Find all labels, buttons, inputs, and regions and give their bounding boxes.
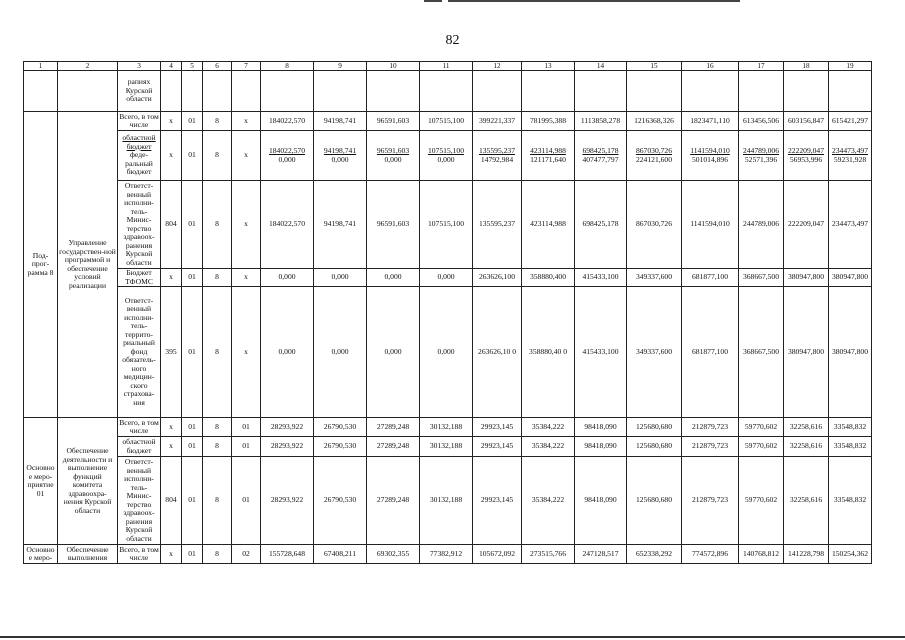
cell-c6: 8 [203,269,232,287]
value-cell: 184022,570 [261,112,314,131]
value-cell: 28293,922 [261,437,314,457]
cell-c4: 395 [161,287,182,418]
value-cell: 603156,847 [784,112,829,131]
federal-value: 224121,600 [635,154,673,164]
cell-c7: х [232,112,261,131]
table-row [24,287,872,418]
cell-c6: 8 [203,112,232,131]
cell-c4: х [161,131,182,181]
table-row [24,437,872,457]
cell-c3: Ответст-венный исполни-тель- Минис-терство здравоох-ранения Курской области [118,181,161,269]
value-cell: 125680,680 [627,457,682,545]
federal-value: 0,000 [331,154,349,164]
federal-value: 56953,996 [789,154,823,164]
cell-c3: Всего, в том числе [119,417,159,436]
federal-value: 121171,640 [530,154,566,164]
value-cell: 107515,100 [420,112,473,131]
value-cell: 29923,145 [473,418,522,437]
value-cell: 0,000 [314,287,367,418]
cell-c7: х [232,181,261,269]
federal-value: 52571,396 [744,154,778,164]
value-cell: 125680,680 [627,437,682,457]
header-cell: 2 [58,62,118,71]
value-cell: 141228,798 [784,545,829,564]
cell-c3: Ответст-венный исполни-тель- Минис-терство здравоох-ранения Курской области [118,457,161,545]
federal-value: 0,000 [437,154,455,164]
value-cell: 263626,100 [473,269,522,287]
cell-program-name: Управление государствен-ной программой и обеспечение условий реализации [58,112,118,418]
cell-c6: 8 [203,545,232,564]
value-cell: 26790,530 [314,437,367,457]
cell-c7: 02 [232,545,261,564]
value-cell: 349337,600 [627,287,682,418]
value-cell: 77382,912 [420,545,473,564]
source-label: областной бюджет [122,133,156,151]
federal-value: 0,000 [384,154,402,164]
cell-c6: 8 [203,418,232,437]
value-cell: 212879,723 [682,437,739,457]
cell-c7: х [232,131,261,181]
value-cell: 27289,248 [367,437,420,457]
value-cell: 125680,680 [627,418,682,437]
value-cell [739,131,784,181]
cell-c3: Всего, в том числе [119,544,159,563]
table-row [24,269,872,287]
value-cell: 273515,766 [522,545,575,564]
cell-c7: 01 [232,457,261,545]
value-cell: 349337,600 [627,269,682,287]
cell-c3: областной бюджет [118,437,161,457]
value-cell: 867030,726 [627,181,682,269]
regional-value: 184022,570 [268,146,306,156]
value-cell: 94198,741 [314,181,367,269]
value-cell: 222209,047 [784,181,829,269]
value-cell: 59770,602 [739,437,784,457]
cell-c4: х [161,269,182,287]
regional-value: 698425,178 [582,146,619,156]
value-cell: 67408,211 [314,545,367,564]
cell-c5: 01 [182,181,203,269]
value-cell: 27289,248 [367,457,420,545]
value-cell: 30132,188 [420,457,473,545]
value-cell: 380947,800 [829,269,872,287]
regional-value: 135595,237 [478,146,516,156]
value-cell: 33548,832 [829,437,872,457]
value-cell [261,131,314,181]
value-cell [829,131,872,181]
cell-c7: х [232,269,261,287]
value-cell [575,131,627,181]
federal-value: 14792,984 [480,154,514,164]
header-cell: 3 [118,62,161,71]
federal-value: 0,000 [278,154,296,164]
top-rule-dash [424,0,442,2]
table-row [24,112,872,131]
header-row [24,62,872,71]
value-cell: 32258,616 [784,418,829,437]
cell-c7: 01 [232,437,261,457]
header-cell: 14 [575,62,627,71]
header-cell: 4 [161,62,182,71]
cell-c6: 8 [203,437,232,457]
regional-value: 96591,603 [376,146,410,156]
regional-value: 244789,006 [742,146,780,156]
value-cell: 96591,603 [367,112,420,131]
table-row [24,545,872,564]
cell-c5: 01 [182,287,203,418]
value-cell: 1141594,010 [682,181,739,269]
value-cell: 380947,800 [784,287,829,418]
regional-value: 867030,726 [635,146,673,156]
value-cell: 27289,248 [367,418,420,437]
value-cell: 59770,602 [739,418,784,437]
header-cell: 5 [182,62,203,71]
table-row [24,418,872,437]
value-cell: 774572,896 [682,545,739,564]
value-cell: 28293,922 [261,418,314,437]
header-cell: 16 [682,62,739,71]
value-cell [473,131,522,181]
value-cell: 150254,362 [829,545,872,564]
value-cell: 0,000 [420,269,473,287]
cell-c3: Бюджет ТФОМС [118,269,161,287]
value-cell [627,131,682,181]
value-cell: 415433,100 [575,269,627,287]
value-cell: 698425,178 [575,181,627,269]
value-cell: 212879,723 [682,418,739,437]
value-cell: 29923,145 [473,457,522,545]
value-cell [314,131,367,181]
value-cell: 155728,648 [261,545,314,564]
budget-table [23,61,872,564]
cell-c6: 8 [203,457,232,545]
header-cell: 1 [24,62,58,71]
cell-program-code: Под-прог-рамма 8 [24,112,58,418]
value-cell: 234473,497 [829,181,872,269]
value-cell: 59770,602 [739,457,784,545]
cell-c7: х [232,287,261,418]
value-cell: 33548,832 [829,418,872,437]
header-cell: 7 [232,62,261,71]
value-cell: 35384,222 [522,457,575,545]
value-cell: 0,000 [367,287,420,418]
value-cell: 30132,188 [420,437,473,457]
cell-program-name: Обеспечение выполнения [58,545,118,564]
value-cell: 0,000 [367,269,420,287]
regional-value: 107515,100 [427,146,465,156]
value-cell: 358880,400 [522,269,575,287]
value-cell: 652338,292 [627,545,682,564]
federal-value: 407477,797 [582,154,619,164]
value-cell: 32258,616 [784,457,829,545]
value-cell [420,131,473,181]
value-cell: 247128,517 [575,545,627,564]
value-cell: 399221,337 [473,112,522,131]
value-cell [682,131,739,181]
cell-c7: 01 [232,418,261,437]
value-cell: 263626,10 0 [473,287,522,418]
cell-c5: 01 [182,269,203,287]
value-cell: 681877,100 [682,287,739,418]
header-cell: 15 [627,62,682,71]
value-cell: 1823471,110 [682,112,739,131]
header-cell: 8 [261,62,314,71]
table-row [24,131,872,181]
regional-value: 94198,741 [323,146,357,156]
cell-c6: 8 [203,287,232,418]
value-cell: 613456,506 [739,112,784,131]
cell-c3 [118,131,161,181]
cell-c3: Всего, в том числе [119,111,159,130]
value-cell: 415433,100 [575,287,627,418]
cell-c3: Ответст-венный исполни-тель-террито-риальный фонд обязатель-ного медицин-ского страхова-ния [118,287,161,418]
header-cell: 6 [203,62,232,71]
regional-value: 234473,497 [831,146,869,156]
value-cell: 135595,237 [473,181,522,269]
value-cell: 1113858,278 [575,112,627,131]
value-cell: 0,000 [261,287,314,418]
value-cell: 380947,800 [829,287,872,418]
value-cell: 212879,723 [682,457,739,545]
value-cell: 30132,188 [420,418,473,437]
value-cell: 0,000 [261,269,314,287]
header-cell: 11 [420,62,473,71]
value-cell: 29923,145 [473,437,522,457]
regional-value: 1141594,010 [690,146,730,156]
value-cell: 368667,500 [739,287,784,418]
cell-c4: х [161,418,182,437]
value-cell: 69302,355 [367,545,420,564]
value-cell: 26790,530 [314,418,367,437]
value-cell: 96591,603 [367,181,420,269]
source-label: феде-ральный бюджет [125,150,153,177]
value-cell: 26790,530 [314,457,367,545]
value-cell: 105672,092 [473,545,522,564]
regional-value: 423114,988 [530,146,566,156]
value-cell: 380947,800 [784,269,829,287]
cell-c5: 01 [182,545,203,564]
cell-program-code: Основное меро- [24,545,58,564]
value-cell: 35384,222 [522,437,575,457]
header-cell: 19 [829,62,872,71]
value-cell: 615421,297 [829,112,872,131]
page-number: 82 [445,33,460,48]
value-cell: 28293,922 [261,457,314,545]
regional-value: 222209,047 [787,146,825,156]
cell-c4: 804 [161,181,182,269]
value-cell: 98418,090 [575,437,627,457]
value-cell [367,131,420,181]
cell-c6: 8 [203,181,232,269]
header-cell: 13 [522,62,575,71]
continuation-row [24,71,872,112]
value-cell: 423114,988 [522,181,575,269]
value-cell: 358880,40 0 [522,287,575,418]
cell-c6: 8 [203,131,232,181]
header-cell: 10 [367,62,420,71]
value-cell: 35384,222 [522,418,575,437]
value-cell: 98418,090 [575,418,627,437]
cell-c5: 01 [182,112,203,131]
header-cell: 9 [314,62,367,71]
value-cell: 781995,388 [522,112,575,131]
cell-c5: 01 [182,418,203,437]
header-cell: 18 [784,62,829,71]
cell-c3: рапиях Курской области [118,71,161,112]
value-cell: 140768,812 [739,545,784,564]
cell-c4: 804 [161,457,182,545]
value-cell: 98418,090 [575,457,627,545]
federal-value: 59231,928 [833,154,867,164]
table-row [24,181,872,269]
value-cell: 33548,832 [829,457,872,545]
header-cell: 12 [473,62,522,71]
federal-value: 501014,896 [691,154,729,164]
value-cell: 368667,500 [739,269,784,287]
table-row [24,457,872,545]
value-cell: 107515,100 [420,181,473,269]
value-cell: 0,000 [314,269,367,287]
cell-program-code: Основное меро-приятие 01 [24,418,58,545]
value-cell: 184022,570 [261,181,314,269]
cell-c5: 01 [182,457,203,545]
header-cell: 17 [739,62,784,71]
value-cell: 94198,741 [314,112,367,131]
value-cell: 1216368,326 [627,112,682,131]
cell-c4: х [161,112,182,131]
value-cell: 32258,616 [784,437,829,457]
bottom-rule [0,636,905,638]
cell-c4: х [161,545,182,564]
cell-c5: 01 [182,131,203,181]
top-rule [448,0,740,2]
value-cell: 681877,100 [682,269,739,287]
value-cell [784,131,829,181]
value-cell [522,131,575,181]
value-cell: 0,000 [420,287,473,418]
cell-c5: 01 [182,437,203,457]
cell-program-name: Обеспечение деятельности и выполнение функций комитета здравоохра-нения Курской области [58,418,118,545]
cell-c4: х [161,437,182,457]
value-cell: 244789,006 [739,181,784,269]
